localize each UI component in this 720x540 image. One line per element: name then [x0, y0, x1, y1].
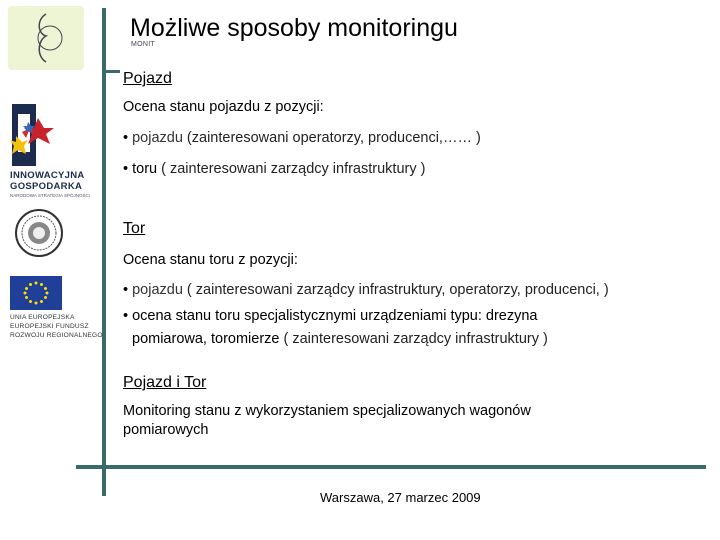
ig-label-line1: INNOWACYJNA [10, 170, 85, 181]
bullet-item [123, 160, 425, 178]
university-seal-logo [14, 208, 64, 258]
section-intro-line2: pomiarowych [123, 422, 209, 438]
ig-emblem-icon [8, 102, 100, 168]
bullet-item [123, 307, 538, 325]
bullet-key: pomiarowa, toromierze [132, 331, 280, 347]
horizontal-divider [76, 465, 706, 469]
bullet-detail: ( zainteresowani zarządcy infrastruktury ) [157, 161, 426, 177]
bullet-key: pojazdu [132, 130, 183, 146]
bullet-marker: • [123, 130, 133, 146]
ig-label-line3: NARODOWA STRATEGIA SPÓJNOŚCI [10, 193, 91, 198]
slide-title: Możliwe sposoby monitoringu [130, 14, 458, 42]
bullet-marker: • [123, 282, 133, 298]
title-underline-stub [106, 70, 120, 73]
eu-flag-icon [10, 276, 62, 310]
seal-icon [14, 208, 64, 258]
section-heading-pojazd: Pojazd [123, 70, 172, 87]
eu-label-line3: ROZWOJU REGIONALNEGO [10, 332, 103, 339]
monit-logo: MONIT [8, 6, 84, 70]
bullet-key: pojazdu [132, 282, 183, 298]
section-intro-pojazd: Ocena stanu pojazdu z pozycji: [123, 99, 324, 115]
innowacyjna-gospodarka-logo [8, 102, 100, 202]
section-heading-pojazd-i-tor: Pojazd i Tor [123, 374, 207, 391]
bullet-continuation [132, 330, 548, 348]
bullet-item [123, 129, 481, 147]
monit-emblem-icon [8, 6, 84, 70]
bullet-marker: • [123, 308, 133, 324]
eu-label-line2: EUROPEJSKI FUNDUSZ [10, 323, 89, 330]
bullet-detail: ( zainteresowani zarządcy infrastruktury, operatorzy, producenci, ) [182, 282, 609, 298]
section-intro-line1: Monitoring stanu z wykorzystaniem specjalizowanych wagonów [123, 403, 531, 419]
bullet-item [123, 281, 609, 299]
bullet-key: ocena stanu toru specjalistycznymi urządzeniami typu: drezyna [132, 308, 538, 324]
bullet-detail: (zainteresowani operatorzy, producenci,…… ) [182, 130, 481, 146]
ig-label-line2: GOSPODARKA [10, 181, 83, 192]
section-intro-tor: Ocena stanu toru z pozycji: [123, 252, 298, 268]
bullet-marker: • [123, 161, 133, 177]
section-heading-tor: Tor [123, 220, 146, 237]
bullet-key: toru [132, 161, 158, 177]
eu-label-line1: UNIA EUROPEJSKA [10, 314, 75, 321]
footer-date: Warszawa, 27 marzec 2009 [320, 490, 481, 505]
vertical-divider [102, 8, 106, 496]
eu-logo [8, 276, 102, 342]
bullet-detail: ( zainteresowani zarządcy infrastruktury ) [279, 331, 548, 347]
